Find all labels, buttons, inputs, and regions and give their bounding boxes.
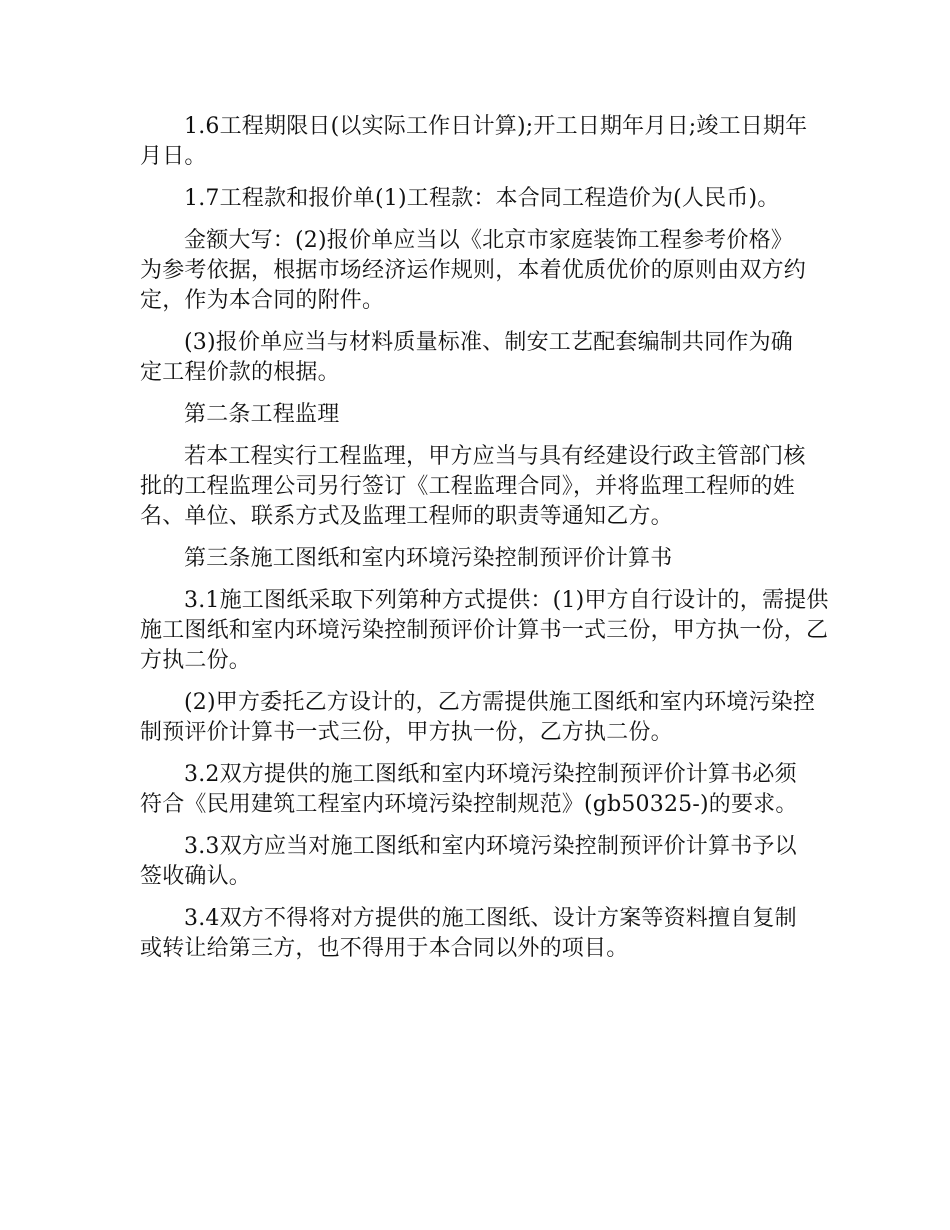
paragraph-3-2-standards-compliance: 3.2双方提供的施工图纸和室内环境污染控制预评价计算书必须符合《民用建筑工程室内环境污染控制规范》(gb50325-)的要求。 — [140, 762, 798, 817]
paragraph-3-1-drawings-provision: 3.1施工图纸采取下列第种方式提供：(1)甲方自行设计的，需提供施工图纸和室内环境污染控制预评价计算书一式三份，甲方执一份，乙方执二份。 — [140, 588, 829, 673]
paragraph-3-3-sign-confirmation: 3.3双方应当对施工图纸和室内环境污染控制预评价计算书予以签收确认。 — [140, 834, 797, 889]
heading-article-3-drawings: 第三条施工图纸和室内环境污染控制预评价计算书 — [184, 546, 673, 571]
heading-article-2-supervision: 第二条工程监理 — [184, 402, 340, 427]
paragraph-supervision-contract: 若本工程实行工程监理，甲方应当与具有经建设行政主管部门核批的工程监理公司另行签订《工程监理合同》，并将监理工程师的姓名、单位、联系方式及监理工程师的职责等通知乙方。 — [140, 444, 806, 529]
document-body — [140, 112, 830, 976]
paragraph-1-6-project-period: 1.6工程期限日(以实际工作日计算);开工日期年月日;竣工日期年月日。 — [140, 114, 808, 169]
paragraph-amount-quotation: 金额大写：(2)报价单应当以《北京市家庭装饰工程参考价格》为参考依据，根据市场经济运作规则，本着优质优价的原则由双方约定，作为本合同的附件。 — [140, 228, 807, 313]
paragraph-1-7-project-payment: 1.7工程款和报价单(1)工程款：本合同工程造价为(人民币)。 — [184, 186, 780, 211]
paragraph-3-4-no-copying: 3.4双方不得将对方提供的施工图纸、设计方案等资料擅自复制或转让给第三方，也不得用于本合同以外的项目。 — [140, 906, 797, 961]
paragraph-entrusted-design: (2)甲方委托乙方设计的，乙方需提供施工图纸和室内环境污染控制预评价计算书一式三份，甲方执一份，乙方执二份。 — [140, 690, 816, 745]
paragraph-quotation-standards: (3)报价单应当与材料质量标准、制安工艺配套编制共同作为确定工程价款的根据。 — [140, 330, 793, 385]
